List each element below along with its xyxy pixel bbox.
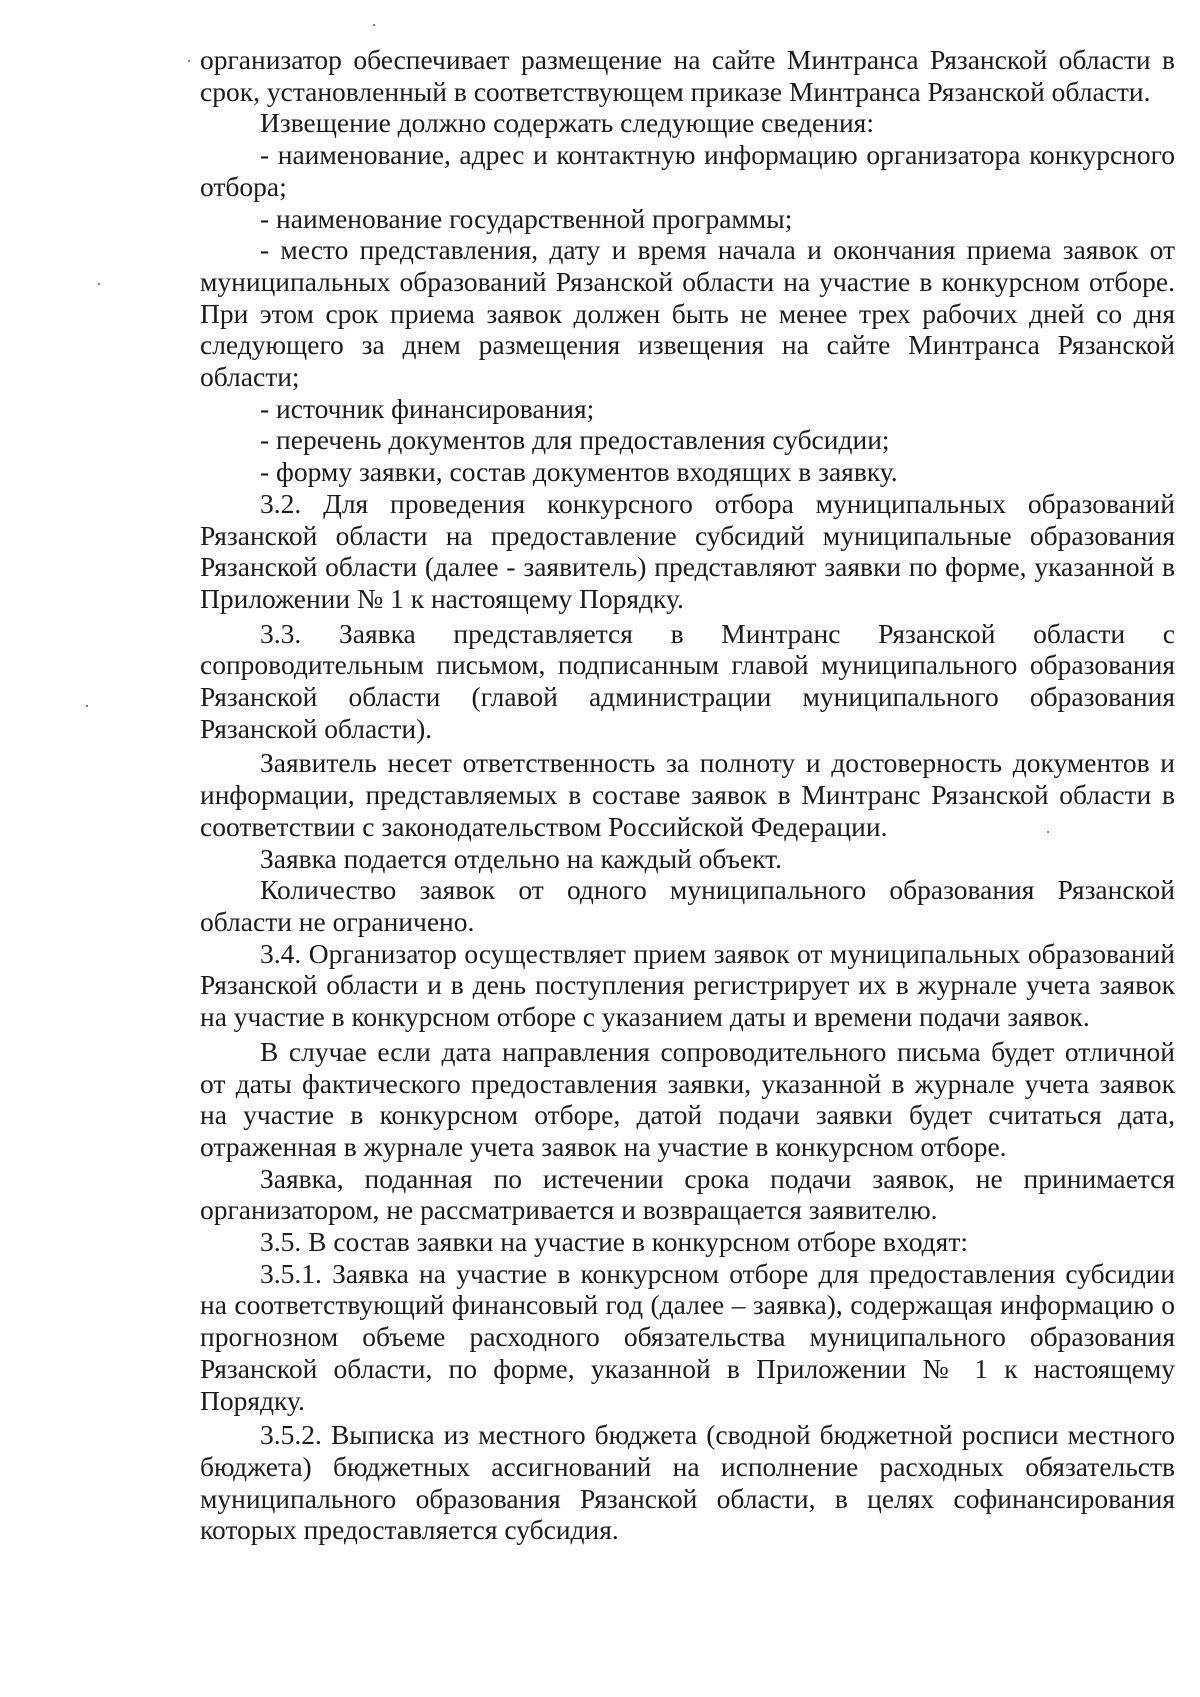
paragraph-3-4: 3.4. Организатор осуществляет прием заявок от муниципальных образований Рязанской области и в день поступления регистрирует их в журнале учета заявок на участие в конкурсном отборе с указанием даты и времени подачи заявок. [200,937,1175,1033]
paragraph-3-5-1: 3.5.1. Заявка на участие в конкурсном отборе для предоставления субсидии на соответствующий финансовый год (далее – заявка), содержащая информацию о прогнозном объеме расходного обязательства муниципального образования Рязанской области, по форме, указанной в Приложении № 1 к настоящему Порядку. [200,1257,1175,1416]
paragraph-3-5: 3.5. В состав заявки на участие в конкурсном отборе входят: [260,1226,968,1258]
list-item-funding-source: - источник финансирования; [260,392,595,424]
scan-speck [86,705,88,707]
list-item-application-form: - форму заявки, состав документов входящих в заявку. [260,456,898,488]
scan-speck [98,283,100,285]
paragraph-one-per-object: Заявка подается отдельно на каждый объект. [260,842,782,874]
paragraph-3-3: 3.3. Заявка представляется в Минтранс Рязанской области с сопроводительным письмом, подписанным главой муниципального образования Рязанской области (главой администрации муниципального образования Рязанской области). [200,617,1175,744]
paragraph-3-2: 3.2. Для проведения конкурсного отбора муниципальных образований Рязанской области на предоставление субсидий муниципальные образования Рязанской области (далее - заявитель) представляют заявки по форме, указанной в Приложении № 1 к настоящему Порядку. [200,487,1175,614]
scan-speck [373,24,375,26]
paragraph-late-application: Заявка, поданная по истечении срока подачи заявок, не принимается организатором, не рассматривается и возвращается заявителю. [200,1162,1175,1226]
paragraph-unlimited-count: Количество заявок от одного муниципального образования Рязанской области не ограничено. [200,874,1175,937]
scan-speck [188,60,190,62]
paragraph-submission-date: В случае если дата направления сопроводительного письма будет отличной от даты фактического предоставления заявки, указанной в журнале учета заявок на участие в конкурсном отборе, датой подачи заявки будет считаться дата, отраженная в журнале учета заявок на участие в конкурсном отборе. [200,1035,1175,1162]
list-item-place-and-time: - место представления, дату и время начала и окончания приема заявок от муниципальных образований Рязанской области на участие в конкурсном отборе. При этом срок приема заявок должен быть не менее трех рабочих дней со дня следующего за днем размещения извещения на сайте Минтранса Рязанской области; [200,234,1175,393]
paragraph-3-5-2: 3.5.2. Выписка из местного бюджета (сводной бюджетной росписи местного бюджета) бюджетных ассигнований на исполнение расходных обязательств муниципального образования Рязанской области, в целях софинансирования которых предоставляется субсидия. [200,1419,1175,1546]
scan-speck [1047,831,1049,833]
document-page [200,44,1175,1546]
paragraph-applicant-responsibility: Заявитель несет ответственность за полноту и достоверность документов и информации, представляемых в составе заявок в Минтранс Рязанской области в соответствии с законодательством Российской Федерации. [200,747,1175,842]
list-item-documents-list: - перечень документов для предоставления субсидии; [260,424,890,456]
list-item-organizer-info: - наименование, адрес и контактную информацию организатора конкурсного отбора; [200,139,1175,202]
paragraph-notice-intro: Извещение должно содержать следующие сведения: [260,107,874,139]
list-item-program-name: - наименование государственной программы; [260,202,793,234]
paragraph-continuation: организатор обеспечивает размещение на сайте Минтранса Рязанской области в срок, установленный в соответствующем приказе Минтранса Рязанской области. [200,44,1175,107]
